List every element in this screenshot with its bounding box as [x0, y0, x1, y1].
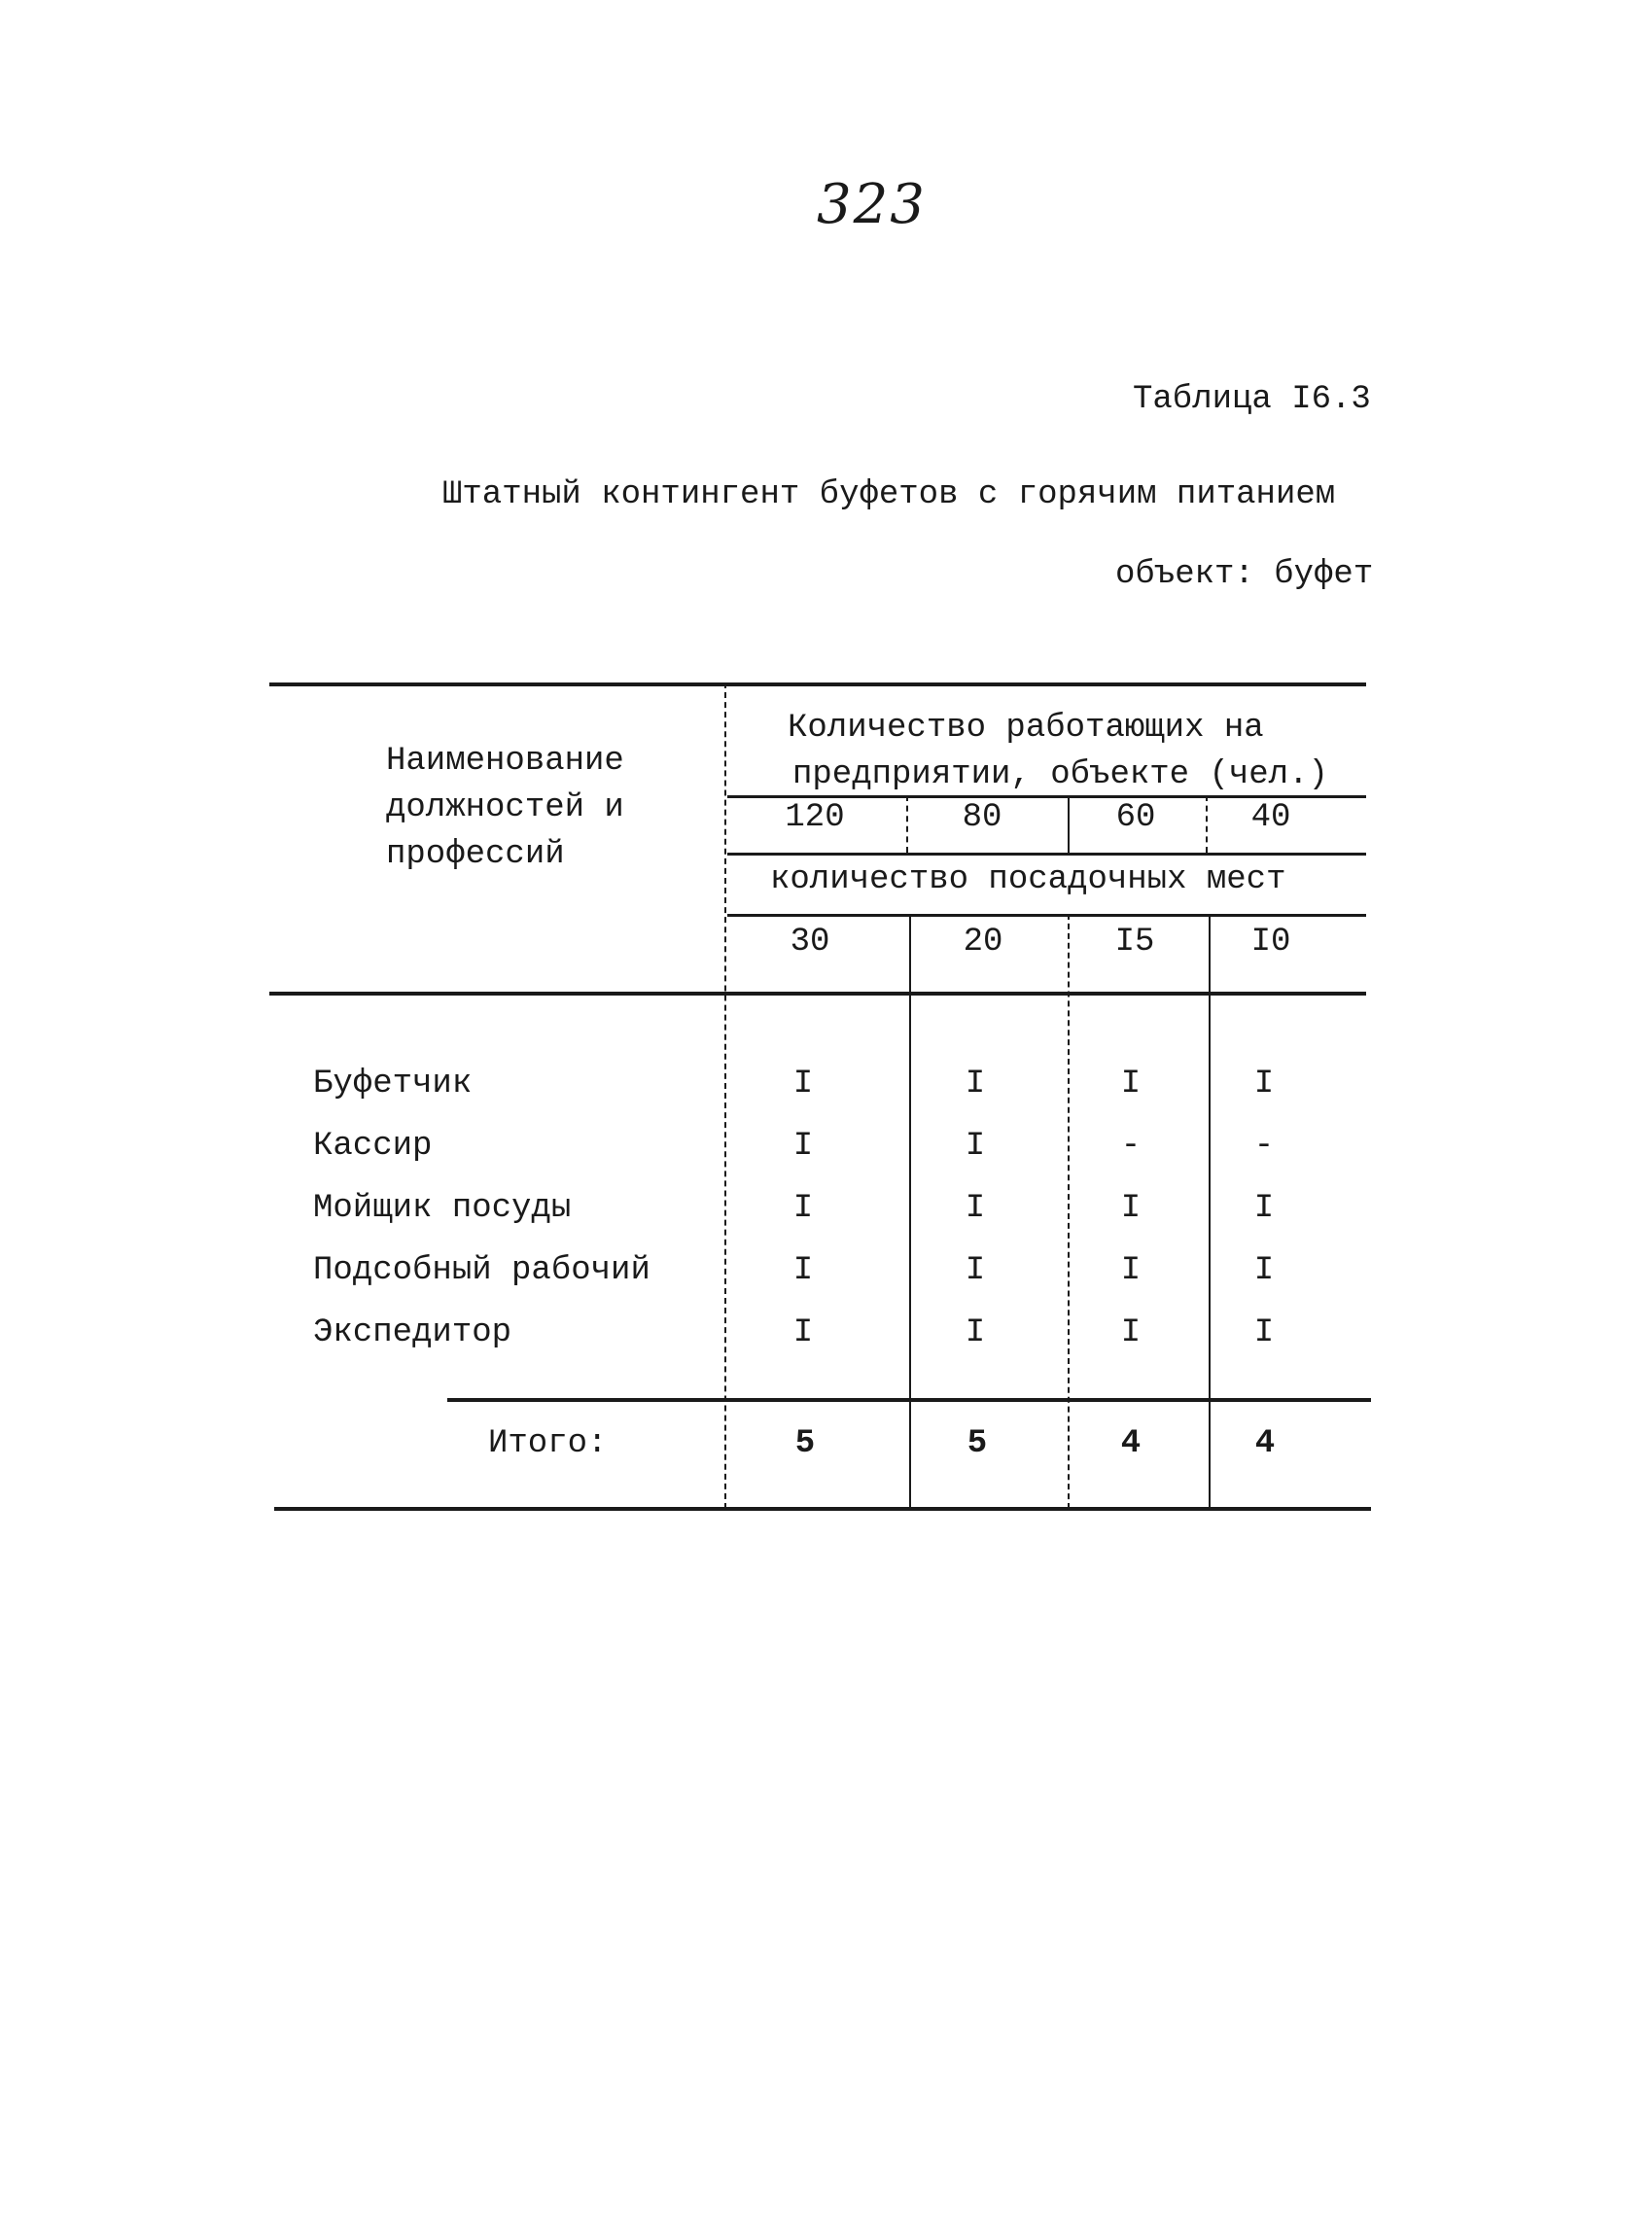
total-value: 4	[1254, 1425, 1276, 1462]
workers-divider-1	[906, 795, 908, 853]
total-value: 5	[967, 1425, 988, 1462]
column-divider-3	[1209, 914, 1211, 1509]
object-label: объект: буфет	[1115, 556, 1374, 593]
row-value: I	[792, 1252, 814, 1289]
row-value: I	[1253, 1066, 1275, 1102]
row-value: I	[792, 1314, 814, 1351]
seats-value: 20	[963, 924, 1003, 961]
row-value: -	[1253, 1128, 1275, 1165]
row-value: I	[1120, 1252, 1142, 1289]
workers-divider-2	[1068, 795, 1070, 853]
table-number: Таблица I6.3	[1133, 381, 1371, 418]
table-title: Штатный контингент буфетов с горячим питанием	[442, 476, 1336, 513]
name-header-line-2: должностей и	[386, 789, 624, 826]
total-value: 4	[1120, 1425, 1142, 1462]
workers-value: 60	[1115, 799, 1156, 836]
column-divider-2	[1068, 914, 1070, 1509]
row-value: I	[792, 1190, 814, 1227]
row-name: Подсобный рабочий	[313, 1252, 650, 1289]
workers-caption-rule	[727, 795, 1366, 798]
table-top-rule	[269, 682, 1366, 686]
seats-value: 30	[790, 924, 830, 961]
row-value: I	[1120, 1190, 1142, 1227]
name-column-divider	[724, 682, 726, 1509]
workers-values-rule	[727, 853, 1366, 856]
row-value: I	[792, 1128, 814, 1165]
row-name: Буфетчик	[313, 1066, 473, 1102]
seats-caption: количество посадочных мест	[770, 861, 1286, 898]
row-value: I	[1253, 1252, 1275, 1289]
row-value: -	[1120, 1128, 1142, 1165]
row-value: I	[792, 1066, 814, 1102]
seats-value: I0	[1250, 924, 1291, 961]
page-number: 323	[817, 173, 927, 236]
row-value: I	[965, 1190, 986, 1227]
total-value: 5	[794, 1425, 816, 1462]
row-value: I	[1253, 1190, 1275, 1227]
seats-caption-rule	[727, 914, 1366, 917]
workers-divider-3	[1206, 795, 1208, 853]
header-bottom-rule	[269, 992, 1366, 996]
name-header-line-1: Наименование	[386, 743, 624, 780]
name-header-line-3: профессий	[386, 836, 565, 873]
row-name: Мойщик посуды	[313, 1190, 572, 1227]
workers-value: 120	[785, 799, 845, 836]
row-name: Кассир	[313, 1128, 433, 1165]
seats-value: I5	[1114, 924, 1155, 961]
workers-value: 40	[1250, 799, 1291, 836]
row-value: I	[1120, 1066, 1142, 1102]
row-value: I	[965, 1314, 986, 1351]
row-name: Экспедитор	[313, 1314, 512, 1351]
workers-caption-line-1: Количество работающих на	[788, 710, 1264, 747]
row-value: I	[965, 1128, 986, 1165]
row-value: I	[965, 1252, 986, 1289]
total-label: Итого:	[488, 1425, 608, 1462]
table-bottom-rule	[274, 1507, 1371, 1511]
workers-value: 80	[962, 799, 1002, 836]
row-value: I	[965, 1066, 986, 1102]
row-value: I	[1120, 1314, 1142, 1351]
workers-caption-line-2: предприятии, объекте (чел.)	[792, 756, 1328, 793]
column-divider-1	[909, 914, 911, 1509]
row-value: I	[1253, 1314, 1275, 1351]
